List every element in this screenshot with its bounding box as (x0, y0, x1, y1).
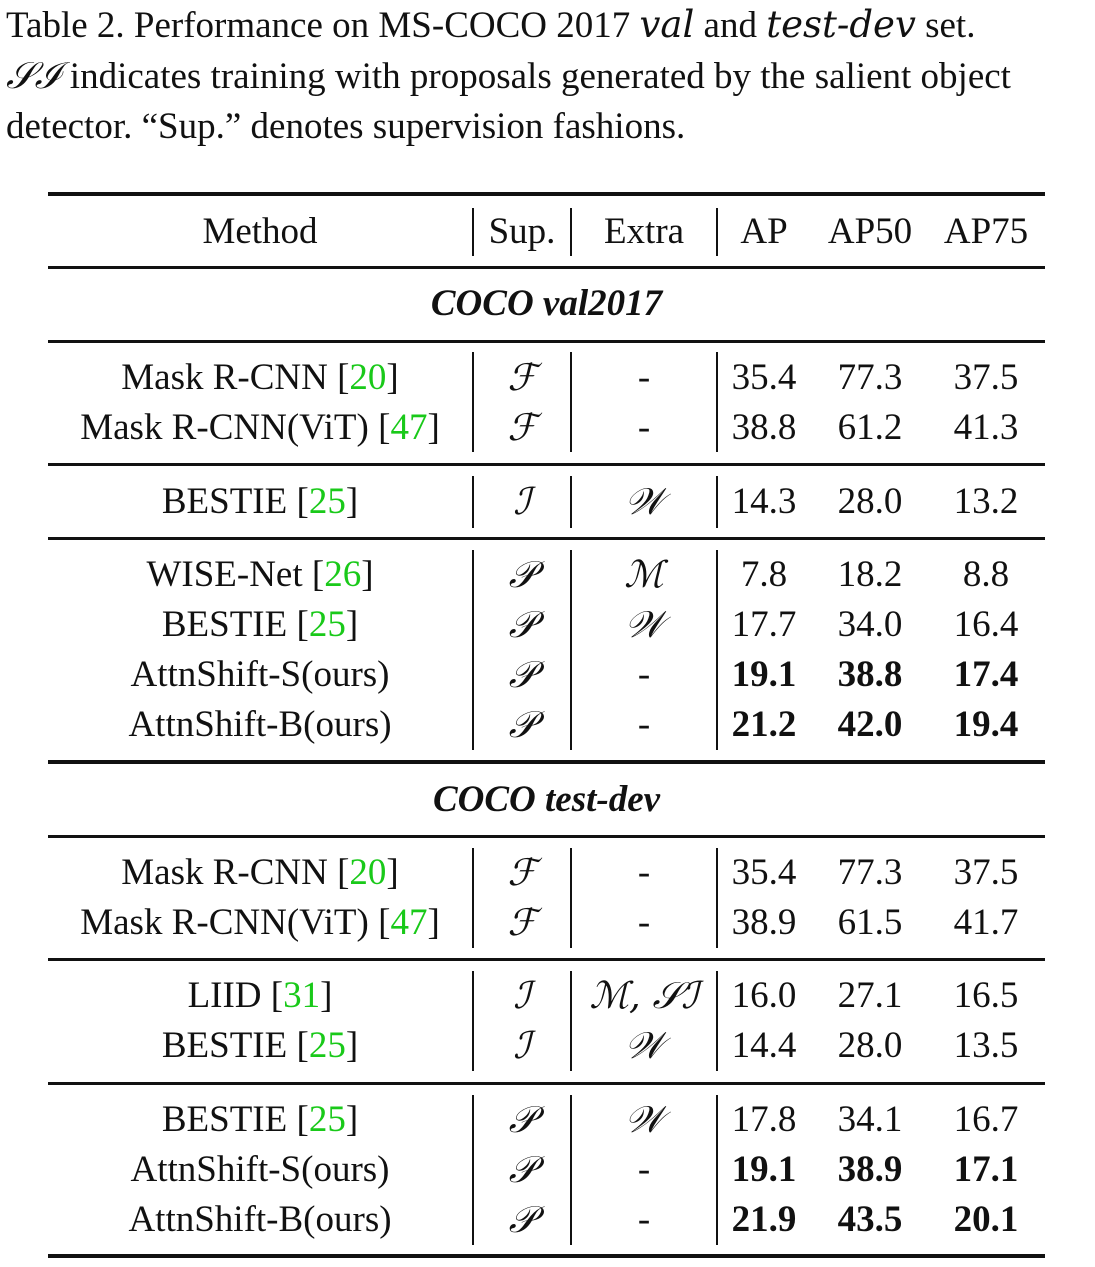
bracket: [ (296, 604, 309, 645)
ap-cell: 19.1 (731, 654, 797, 695)
method-name: WISE-Net (146, 554, 312, 595)
ap50-cell: 18.2 (837, 554, 903, 595)
method-name: AttnShift-S(ours) (130, 1149, 390, 1190)
method-name: BESTIE (161, 1025, 297, 1066)
ap75-cell: 37.5 (953, 852, 1019, 893)
sup-cell: ℱ (507, 851, 537, 894)
header-method: Method (202, 211, 318, 252)
citation-link[interactable]: 25 (308, 1025, 346, 1066)
header-sup: Sup. (488, 211, 556, 252)
ap-cell: 17.7 (731, 604, 797, 645)
method-name: Mask R-CNN(ViT) (80, 407, 379, 448)
ap50-cell: 61.2 (837, 407, 903, 448)
bracket: [ (378, 902, 391, 943)
caption-symbol: 𝒮ℐ (6, 54, 61, 97)
bracket: ] (345, 604, 359, 645)
sup-cell: 𝒫 (508, 603, 536, 646)
citation-link[interactable]: 25 (308, 604, 346, 645)
bracket: ] (427, 902, 440, 943)
method-cell (48, 1024, 472, 1068)
citation-link[interactable]: 20 (349, 852, 387, 893)
ap-cell: 14.4 (731, 1025, 797, 1066)
ap75-cell: 8.8 (962, 554, 1010, 595)
section-title-val: COCO val2017 (430, 283, 663, 324)
ap-cell: 14.3 (731, 481, 797, 522)
bracket: ] (386, 852, 399, 893)
method-name: Mask R-CNN (121, 852, 338, 893)
ap-cell: 38.9 (731, 902, 797, 943)
bracket: [ (337, 357, 350, 398)
extra-cell: ℳ, 𝒮ℐ (589, 974, 699, 1017)
vline (716, 476, 718, 528)
caption-testdev: test-dev (766, 3, 916, 46)
method-cell (48, 406, 472, 450)
sup-cell: ℱ (507, 406, 537, 449)
extra-cell: - (637, 1199, 651, 1240)
ap50-cell: 43.5 (837, 1199, 903, 1240)
ap50-cell: 61.5 (837, 902, 903, 943)
header-extra: Extra (603, 211, 685, 252)
method-cell (48, 356, 472, 400)
bracket: ] (345, 1025, 359, 1066)
ap50-cell: 27.1 (837, 975, 903, 1016)
sup-cell: ℐ (513, 480, 531, 523)
ap-cell: 38.8 (731, 407, 797, 448)
ap-cell: 21.2 (731, 704, 797, 745)
extra-cell: - (637, 1149, 651, 1190)
header-ap75: AP75 (943, 211, 1029, 252)
method-name: AttnShift-B(ours) (128, 704, 392, 745)
method-cell (48, 703, 472, 747)
ap75-cell: 20.1 (953, 1199, 1019, 1240)
ap50-cell: 38.8 (837, 654, 903, 695)
bracket: ] (361, 554, 374, 595)
method-cell (48, 1098, 472, 1142)
extra-cell: 𝒲 (624, 1098, 664, 1141)
method-name: AttnShift-S(ours) (130, 654, 390, 695)
vline (716, 1095, 718, 1245)
ap-cell: 21.9 (731, 1199, 797, 1240)
bracket: [ (296, 1099, 309, 1140)
method-cell (48, 1148, 472, 1192)
vline (716, 352, 718, 452)
sup-cell: ℐ (513, 974, 531, 1017)
ap50-cell: 34.1 (837, 1099, 903, 1140)
caption-line2-text: indicates training with proposals generated by the salient object (60, 56, 1011, 97)
ap75-cell: 16.5 (953, 975, 1019, 1016)
ap50-cell: 28.0 (837, 481, 903, 522)
method-name: AttnShift-B(ours) (128, 1199, 392, 1240)
ap-cell: 16.0 (731, 975, 797, 1016)
caption-prefix: Table 2. Performance on MS-COCO 2017 (6, 5, 640, 46)
citation-link[interactable]: 31 (283, 975, 321, 1016)
sup-cell: 𝒫 (508, 703, 536, 746)
ap75-cell: 41.3 (953, 407, 1019, 448)
bracket: [ (378, 407, 391, 448)
vline (716, 208, 718, 256)
extra-cell: ℳ (624, 553, 664, 596)
sup-cell: 𝒫 (508, 1198, 536, 1241)
caption-line-3: detector. “Sup.” denotes supervision fashions. (6, 106, 686, 147)
section-divider-rule (48, 760, 1045, 764)
vline (716, 550, 718, 750)
header-rule (48, 266, 1045, 269)
ap75-cell: 41.7 (953, 902, 1019, 943)
ap50-cell: 34.0 (837, 604, 903, 645)
bracket: [ (337, 852, 350, 893)
ap-cell: 17.8 (731, 1099, 797, 1140)
sup-cell: 𝒫 (508, 653, 536, 696)
bracket: [ (311, 554, 325, 595)
citation-link[interactable]: 47 (390, 407, 428, 448)
ap75-cell: 17.4 (953, 654, 1019, 695)
group-rule (48, 958, 1045, 961)
sup-cell: ℐ (513, 1024, 531, 1067)
ap75-cell: 13.2 (953, 481, 1019, 522)
section-title-test: COCO test-dev (432, 779, 661, 820)
citation-link[interactable]: 47 (390, 902, 428, 943)
sup-cell: 𝒫 (508, 1148, 536, 1191)
extra-cell: 𝒲 (624, 1024, 664, 1067)
sup-cell: 𝒫 (508, 553, 536, 596)
ap75-cell: 19.4 (953, 704, 1019, 745)
sup-cell: 𝒫 (508, 1098, 536, 1141)
caption-line-1 (6, 0, 1091, 51)
table-caption (6, 0, 1091, 152)
ap75-cell: 13.5 (953, 1025, 1019, 1066)
header-ap50: AP50 (827, 211, 913, 252)
method-cell (48, 480, 472, 524)
ap-cell: 35.4 (731, 357, 797, 398)
citation-link[interactable]: 25 (308, 1099, 346, 1140)
ap50-cell: 28.0 (837, 1025, 903, 1066)
method-cell (48, 653, 472, 697)
citation-link[interactable]: 26 (324, 554, 362, 595)
ap75-cell: 37.5 (953, 357, 1019, 398)
group-rule (48, 537, 1045, 540)
caption-val: val (639, 3, 695, 46)
group-rule (48, 463, 1045, 466)
caption-and: and (694, 5, 767, 46)
method-cell (48, 603, 472, 647)
method-name: BESTIE (161, 481, 297, 522)
method-cell (48, 901, 472, 945)
method-name: Mask R-CNN(ViT) (80, 902, 379, 943)
method-name: LIID (187, 975, 271, 1016)
ap-cell: 7.8 (740, 554, 788, 595)
vline (716, 848, 718, 948)
bracket: ] (427, 407, 440, 448)
ap50-cell: 77.3 (837, 357, 903, 398)
caption-line-2 (6, 51, 1091, 102)
extra-cell: 𝒲 (624, 480, 664, 523)
ap50-cell: 38.9 (837, 1149, 903, 1190)
caption-suffix: set. (915, 5, 976, 46)
bracket: ] (386, 357, 399, 398)
ap50-cell: 42.0 (837, 704, 903, 745)
ap75-cell: 16.4 (953, 604, 1019, 645)
citation-link[interactable]: 20 (349, 357, 387, 398)
vline (716, 971, 718, 1071)
ap-cell: 35.4 (731, 852, 797, 893)
method-name: Mask R-CNN (121, 357, 338, 398)
bracket: ] (345, 1099, 359, 1140)
bracket: [ (270, 975, 284, 1016)
method-cell (48, 1198, 472, 1242)
bracket: ] (345, 481, 359, 522)
method-cell (48, 851, 472, 895)
ap75-cell: 16.7 (953, 1099, 1019, 1140)
extra-cell: - (637, 357, 651, 398)
method-name: BESTIE (161, 604, 297, 645)
ap75-cell: 17.1 (953, 1149, 1019, 1190)
method-name: BESTIE (161, 1099, 297, 1140)
bracket: [ (296, 481, 309, 522)
top-rule (48, 192, 1045, 196)
extra-cell: 𝒲 (624, 603, 664, 646)
extra-cell: - (637, 704, 651, 745)
extra-cell: - (637, 407, 651, 448)
sup-cell: ℱ (507, 901, 537, 944)
bottom-rule (48, 1254, 1045, 1258)
ap-cell: 19.1 (731, 1149, 797, 1190)
method-cell (48, 553, 472, 597)
section-rule (48, 835, 1045, 838)
citation-link[interactable]: 25 (308, 481, 346, 522)
bracket: [ (296, 1025, 309, 1066)
header-ap: AP (740, 211, 788, 252)
ap50-cell: 77.3 (837, 852, 903, 893)
extra-cell: - (637, 902, 651, 943)
section-rule (48, 340, 1045, 343)
extra-cell: - (637, 654, 651, 695)
group-rule (48, 1082, 1045, 1085)
bracket: ] (320, 975, 333, 1016)
extra-cell: - (637, 852, 651, 893)
sup-cell: ℱ (507, 356, 537, 399)
method-cell (48, 974, 472, 1018)
